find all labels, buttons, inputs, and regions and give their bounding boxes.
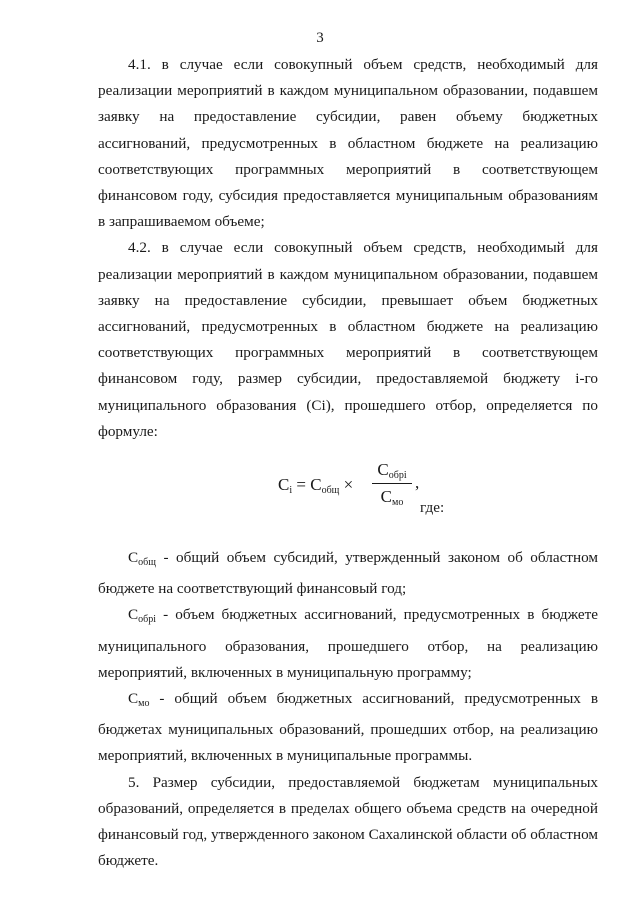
denominator-subscript: мо <box>392 497 404 509</box>
numerator-subscript: обрi <box>388 470 407 482</box>
formula-equals: = <box>296 475 306 495</box>
formula-cobsch-symbol: C <box>310 475 322 495</box>
formula-where-label: где: <box>420 499 445 517</box>
fraction-denominator <box>372 486 412 508</box>
definition-c-obri <box>98 602 598 686</box>
definition-c-obri-subscript: обрi <box>138 614 157 626</box>
fraction-numerator <box>372 459 412 481</box>
formula-block <box>98 459 598 527</box>
denominator-symbol: C <box>380 487 392 507</box>
numerator-symbol: C <box>377 460 389 480</box>
definition-c-obsch-text: - общий объем субсидий, утвержденный законом об областном бюджете на соответствующий финансовый год; <box>98 549 598 598</box>
paragraph-4-2: 4.2. в случае если совокупный объем средств, необходимый для реализации мероприятий в каждом муниципальном образовании, подавшем заявку на предоставление субсидии, превышает объем бюджетных ассигнований, предусмотренных в областном бюджете на реализацию соответствующих программных мероприятий в соответствующем финансовом году, размер субсидии, предоставляемой бюджету i-го муниципального образования (Ci), прошедшего отбор, определяется по формуле: <box>98 239 598 440</box>
page-number: 3 <box>316 30 324 46</box>
fraction-bar <box>372 483 412 484</box>
formula-ci-subscript: i <box>289 485 293 497</box>
document-body <box>98 52 598 874</box>
definition-c-mo-symbol: C <box>128 690 139 708</box>
definition-c-obri-text: - объем бюджетных ассигнований, предусмотренных в бюджете муниципального образования, прошедшего отбор, на реализацию мероприятий, включенных в муниципальную программу; <box>98 606 598 681</box>
formula-lhs <box>278 475 353 496</box>
definition-c-obsch-symbol: C <box>128 549 139 567</box>
paragraph-4-1: 4.1. в случае если совокупный объем средств, необходимый для реализации мероприятий в каждом муниципальном образовании, подавшем заявку на предоставление субсидии, равен объему бюджетных ассигнований, предусмотренных в областном бюджете на реализацию соответствующих программных мероприятий в соответствующем финансовом году, субсидия предоставляется муниципальным образованиям в запрашиваемом объеме; <box>98 56 598 231</box>
definition-c-mo <box>98 686 598 770</box>
formula-fraction <box>372 459 412 508</box>
paragraph-5: 5. Размер субсидии, предоставляемой бюджетам муниципальных образований, определяется в пределах общего объема средств на очередной финансовый год, утвержденного законом Сахалинской области об областном бюджете. <box>98 773 598 870</box>
definition-c-obri-symbol: C <box>128 606 139 624</box>
formula-times: × <box>343 475 354 495</box>
definition-c-obsch-subscript: общ <box>138 557 156 569</box>
definition-c-mo-subscript: мо <box>138 698 150 710</box>
definition-c-mo-text: - общий объем бюджетных ассигнований, предусмотренных в бюджетах муниципальных образований, прошедших отбор, на реализацию мероприятий, включенных в муниципальные программы. <box>98 690 598 765</box>
formula-comma: , <box>415 473 420 493</box>
definition-c-obsch <box>98 545 598 602</box>
formula-ci-symbol: C <box>278 475 290 495</box>
formula-cobsch-subscript: общ <box>321 485 340 497</box>
